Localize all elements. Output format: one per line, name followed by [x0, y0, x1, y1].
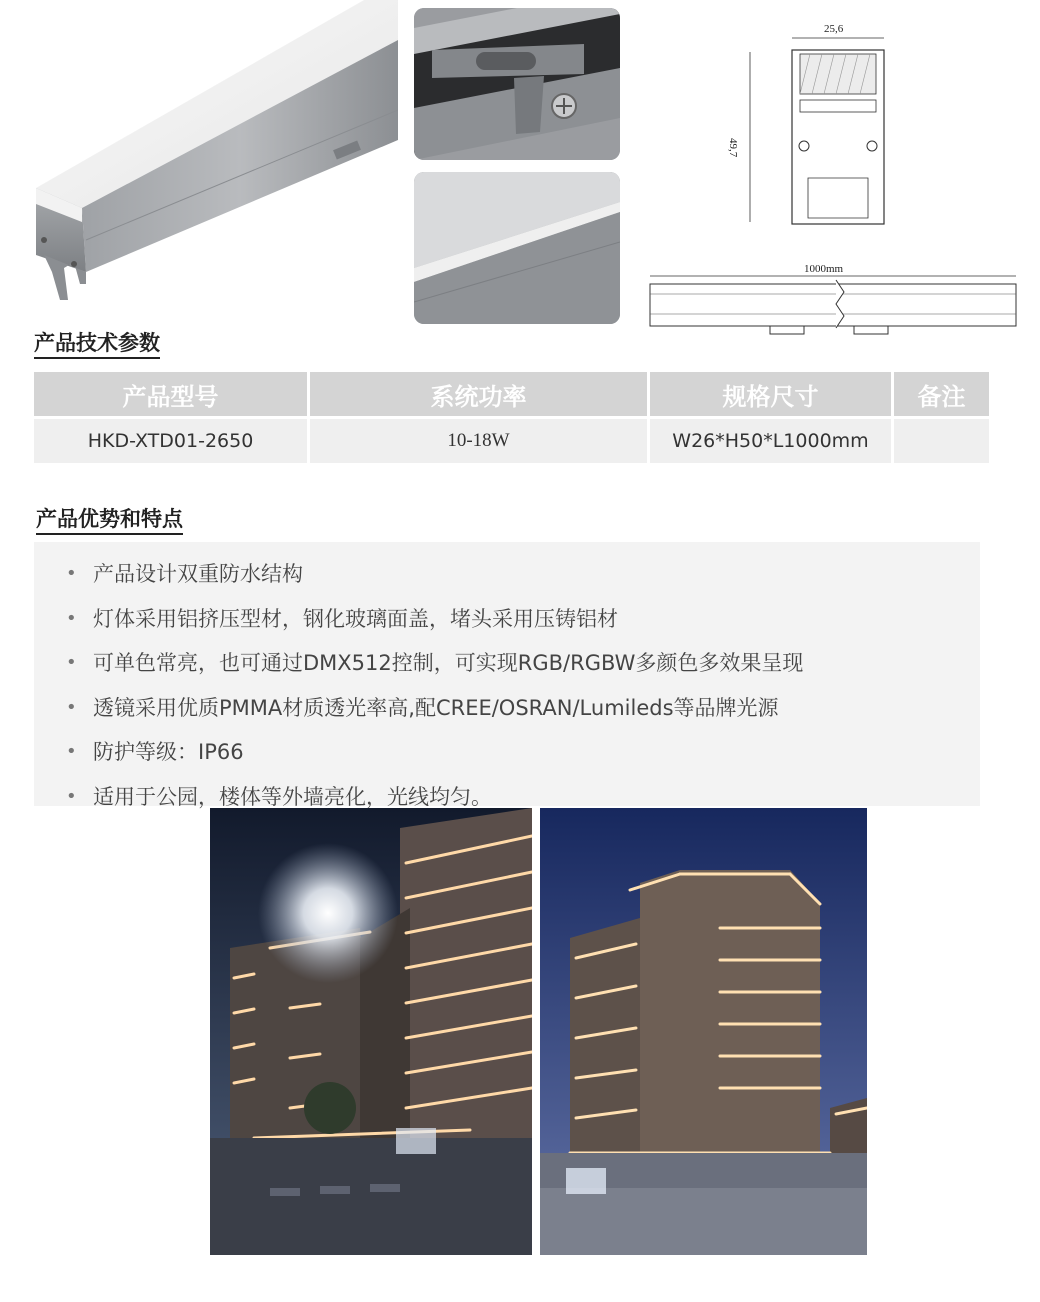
spec-table [34, 372, 989, 463]
spec-section-title: 产品技术参数 [34, 330, 160, 359]
header-model: 产品型号 [34, 372, 310, 416]
list-item: • 可单色常亮，也可通过DMX512控制，可实现RGB/RGBW多颜色多效果呈现 [34, 641, 980, 686]
bullet-icon: • [66, 741, 77, 762]
bullet-icon: • [66, 652, 77, 673]
features-panel [34, 542, 980, 809]
bracket-detail-image [414, 8, 620, 160]
diffuser-detail-image [414, 172, 620, 324]
application-photo-right [540, 808, 867, 1255]
list-item: • 透镜采用优质PMMA材质透光率高,配CREE/OSRAN/Lumileds等品牌光源 [34, 686, 980, 731]
list-item: • 防护等级：IP66 [34, 730, 980, 775]
features-section-title: 产品优势和特点 [36, 506, 183, 535]
cell-remark [894, 416, 989, 463]
cell-model: HKD-XTD01-2650 [34, 416, 310, 463]
height-dimension: 49,7 [727, 138, 739, 158]
bullet-icon: • [66, 607, 77, 629]
application-photo-left [210, 808, 532, 1255]
list-item: • 灯体采用铝挤压型材，钢化玻璃面盖，堵头采用压铸铝材 [34, 597, 980, 642]
list-item: • 适用于公园，楼体等外墙亮化，光线均匀。 [34, 775, 980, 820]
bullet-icon: • [66, 563, 77, 584]
dimension-drawing [640, 8, 1030, 338]
spec-data-row [34, 416, 989, 463]
cell-size: W26*H50*L1000mm [650, 416, 894, 463]
header-remark: 备注 [894, 372, 989, 416]
features-list [34, 542, 980, 819]
header-power: 系统功率 [310, 372, 650, 416]
spec-header-row [34, 372, 989, 416]
header-size: 规格尺寸 [650, 372, 894, 416]
length-dimension: 1000mm [804, 263, 844, 275]
list-item: • 产品设计双重防水结构 [34, 552, 980, 597]
width-dimension: 25,6 [824, 23, 844, 35]
bullet-icon: • [66, 785, 77, 807]
bullet-icon: • [66, 696, 77, 718]
product-main-image [34, 0, 398, 304]
cell-power: 10-18W [310, 416, 650, 463]
